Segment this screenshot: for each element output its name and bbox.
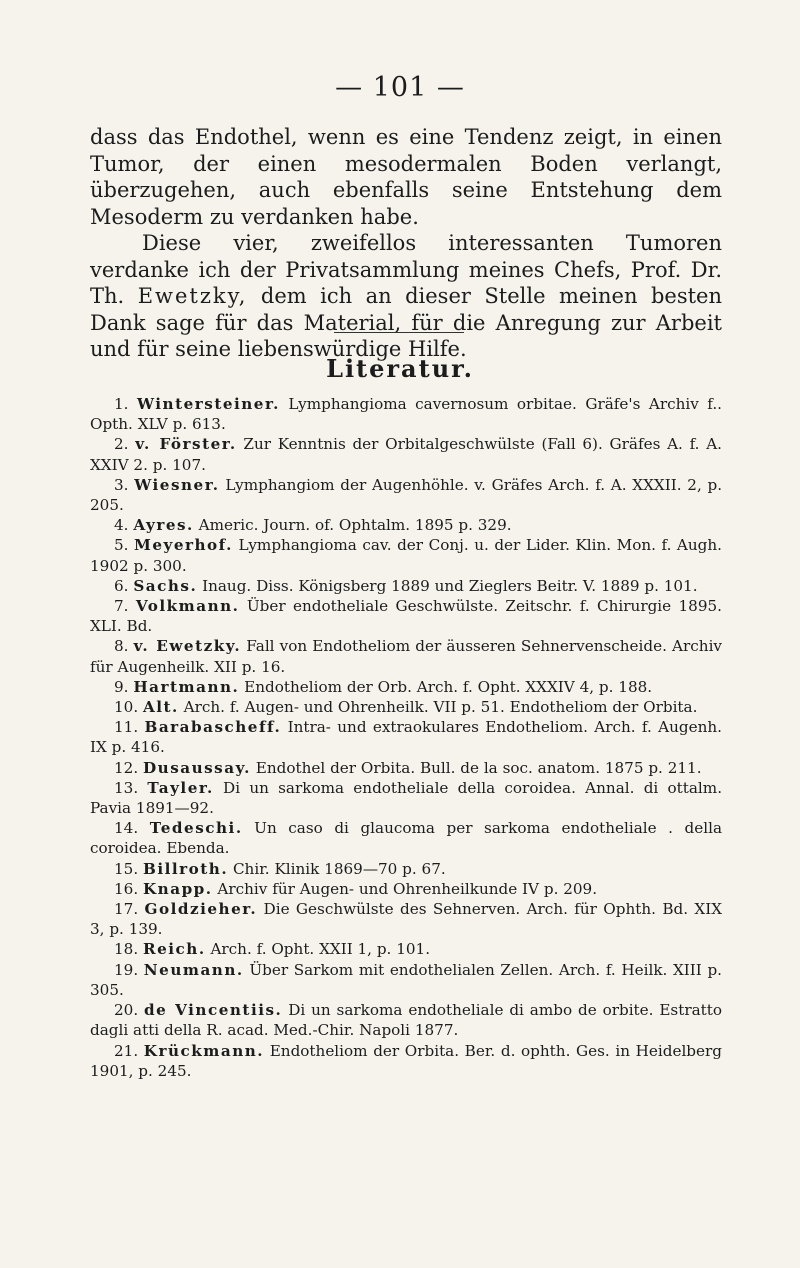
reference-author: Sachs. [133, 576, 198, 595]
section-divider [334, 332, 464, 333]
reference-text: Americ. Journ. of. Ophtalm. 1895 p. 329. [198, 516, 512, 535]
reference-number: 20. [114, 1001, 139, 1020]
reference-number: 1. [114, 395, 129, 413]
reference-item [90, 596, 722, 636]
reference-author: Barabascheff. [144, 718, 282, 737]
reference-text: Endotheliom der Orbita. Ber. d. ophth. Ges. in Heidelberg 1901, p. 245. [90, 1041, 722, 1080]
reference-item [90, 515, 722, 535]
reference-number: 7. [114, 597, 129, 616]
reference-number: 15. [114, 859, 139, 878]
reference-author: Billroth. [142, 859, 229, 878]
reference-text: Chir. Klinik 1869—70 p. 67. [232, 859, 446, 878]
reference-text: Inaug. Diss. Königsberg 1889 und Zieglers Beitr. V. 1889 p. 101. [202, 576, 698, 595]
reference-item [90, 535, 722, 575]
reference-item [90, 859, 722, 879]
reference-number: 2. [114, 435, 129, 454]
reference-item [90, 475, 722, 515]
reference-number: 6. [114, 576, 129, 595]
reference-item [90, 1000, 722, 1040]
reference-author: Meyerhof. [134, 536, 233, 555]
body-text [90, 124, 722, 363]
reference-number: 3. [114, 475, 129, 494]
reference-text: Arch. f. Opht. XXII 1, p. 101. [210, 940, 431, 959]
reference-author: v. Förster. [135, 435, 237, 454]
author-name: Ewetzky, [137, 284, 248, 308]
reference-number: 8. [114, 637, 129, 656]
reference-text: Archiv für Augen- und Ohrenheilkunde IV p. 209. [217, 879, 598, 898]
paragraph-2 [90, 230, 722, 363]
reference-author: Tayler. [147, 778, 214, 797]
reference-text: Lymphangioma cav. der Conj. u. der Lider. Klin. Mon. f. Augh. 1902 p. 300. [90, 536, 723, 575]
reference-number: 19. [114, 960, 139, 979]
reference-author: Krückmann. [143, 1041, 265, 1060]
paragraph-1: dass das Endothel, wenn es eine Tendenz zeigt, in einen Tumor, der einen mesodermalen Boden verlangt, überzugehen, auch ebenfalls seine Entstehung dem Mesoderm zu verdanken habe. [90, 125, 722, 229]
reference-text: Endotheliom der Orb. Arch. f. Opht. XXXIV 4, p. 188. [244, 677, 653, 696]
paragraph-2-end: dem ich an dieser Stelle meinen besten Dank sage für das Material, für die Anregung zur Arbeit und für seine liebenswürdige Hilfe. [90, 284, 722, 361]
reference-text: Über endotheliale Geschwülste. Zeitschr. f. Chirurgie 1895. XLI. Bd. [90, 597, 723, 636]
reference-item [90, 879, 722, 899]
reference-item [90, 939, 722, 959]
reference-author: Wiesner. [134, 475, 220, 494]
reference-item [90, 434, 722, 474]
reference-item [90, 758, 722, 778]
reference-text: Di un sarkoma endotheliale di ambo de orbite. Estratto dagli atti della R. acad. Med.-Chir. Napoli 1877. [90, 1001, 722, 1040]
reference-author: Knapp. [142, 879, 213, 898]
reference-item [90, 778, 722, 818]
reference-author: de Vincentiis. [144, 1001, 283, 1020]
reference-number: 4. [114, 516, 129, 535]
reference-number: 16. [114, 879, 139, 898]
reference-item [90, 818, 722, 858]
reference-number: 9. [114, 677, 129, 696]
reference-item [90, 576, 722, 596]
reference-item [90, 697, 722, 717]
reference-text: Intra- und extraokulares Endotheliom. Arch. f. Augenh. IX p. 416. [90, 718, 723, 757]
reference-author: Goldzieher. [144, 900, 258, 919]
reference-author: Hartmann. [133, 677, 240, 696]
reference-author: v. Ewetzky. [133, 637, 242, 656]
reference-text: Die Geschwülste des Sehnerven. Arch. für Ophth. Bd. XIX 3, p. 139. [90, 900, 723, 939]
reference-number: 21. [114, 1041, 139, 1060]
reference-text: Lymphangioma cavernosum orbitae. Gräfe's Archiv f.. Opth. XLV p. 613. [90, 395, 723, 434]
reference-author: Ayres. [133, 516, 194, 535]
reference-number: 11. [114, 718, 139, 737]
reference-author: Neumann. [143, 960, 244, 979]
reference-text: Lymphangiom der Augenhöhle. v. Gräfes Arch. f. A. XXXII. 2, p. 205. [90, 475, 723, 515]
reference-text: Über Sarkom mit endothelialen Zellen. Arch. f. Heilk. XIII p. 305. [90, 960, 722, 999]
reference-author: Dusaussay. [142, 758, 251, 777]
reference-author: Reich. [142, 940, 206, 959]
reference-item [90, 677, 722, 697]
reference-text: Zur Kenntnis der Orbitalgeschwülste (Fall 6). Gräfes A. f. A. XXIV 2. p. 107. [90, 435, 723, 474]
reference-author: Tedeschi. [149, 819, 243, 838]
reference-text: Endothel der Orbita. Bull. de la soc. anatom. 1875 p. 211. [255, 758, 702, 777]
reference-item [90, 394, 722, 434]
reference-number: 5. [114, 536, 129, 555]
reference-text: Fall von Endotheliom der äusseren Sehnervenscheide. Archiv für Augenheilk. XII p. 16. [90, 637, 723, 676]
section-heading: Literatur. [326, 354, 474, 383]
reference-author: Volkmann. [135, 597, 240, 616]
reference-text: Di un sarkoma endotheliale della coroidea. Annal. di ottalm. Pavia 1891—92. [90, 778, 723, 818]
reference-item [90, 1041, 722, 1081]
page-number: — 101 — [335, 72, 465, 103]
reference-number: 17. [114, 900, 139, 919]
reference-item [90, 636, 722, 676]
paragraph-2-start: Diese vier, zweifellos interessanten Tumoren verdanke ich der Privatsammlung meines Chefs, Prof. Dr. Th. [90, 231, 722, 308]
reference-author: Wintersteiner. [136, 395, 280, 413]
reference-number: 13. [114, 778, 139, 797]
reference-number: 18. [114, 940, 139, 959]
reference-list [90, 394, 722, 1081]
reference-item [90, 717, 722, 757]
reference-number: 10. [114, 698, 139, 717]
reference-number: 12. [114, 758, 139, 777]
reference-item [90, 960, 722, 1000]
reference-number: 14. [114, 819, 139, 838]
reference-text: Un caso di glaucoma per sarkoma endotheliale . della coroidea. Ebenda. [90, 819, 722, 858]
reference-text: Arch. f. Augen- und Ohrenheilk. VII p. 51. Endotheliom der Orbita. [183, 698, 698, 717]
reference-author: Alt. [142, 698, 179, 717]
reference-item [90, 899, 722, 939]
